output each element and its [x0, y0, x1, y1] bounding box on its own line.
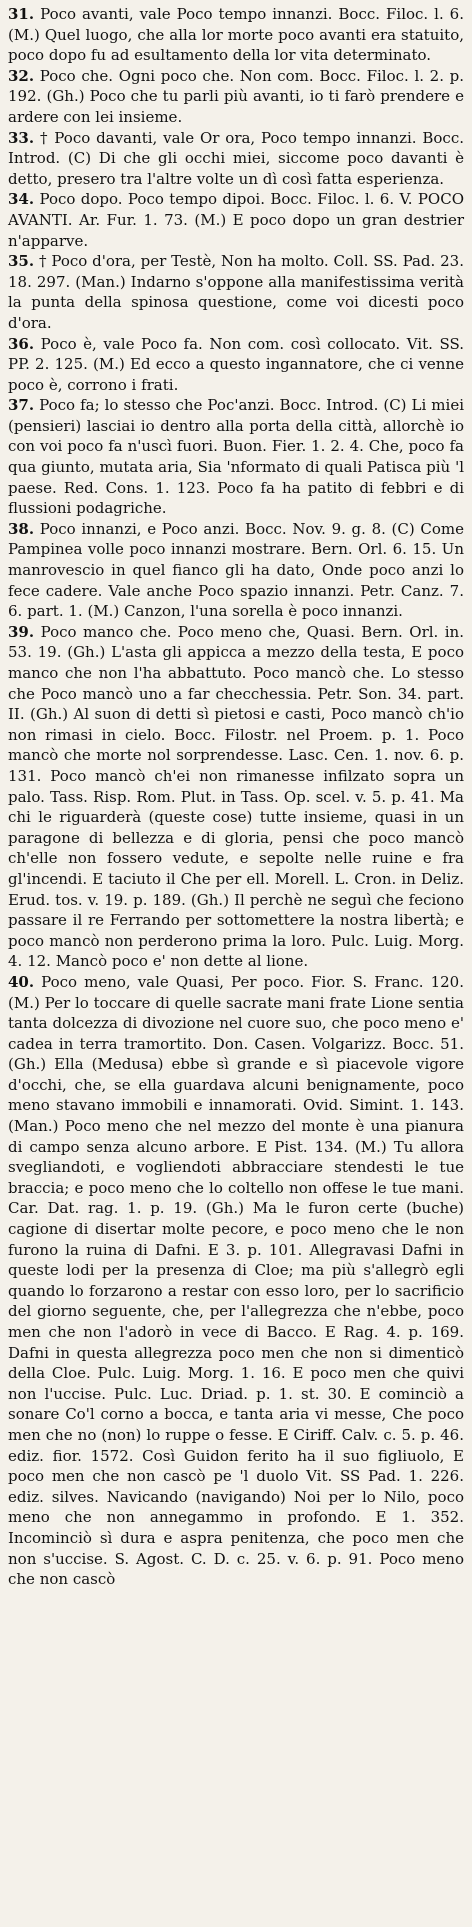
dictionary-entry-32: [8, 66, 464, 128]
entry-text: Poco fa; lo stesso che Poc'anzi. Bocc. Introd. (C) Li miei (pensieri) lasciai io dentro alla porta della città, allorchè io con voi poco fa n'uscì fuori. Buon. Fier. 1. 2. 4. Che, poco fa qua giunto, mutata aria, Sia 'nformato di quali Patisca più 'l paese. Red. Cons. 1. 123. Poco fa ha patito di febbri e di flussioni podagriche.: [8, 396, 464, 518]
entry-text: Poco dopo. Poco tempo dipoi. Bocc. Filoc. l. 6. V. POCO AVANTI. Ar. Fur. 1. 73. (M.) E poco dopo un gran destrier n'apparve.: [8, 190, 464, 250]
dictionary-entry-38: [8, 519, 464, 622]
entry-number: 34.: [8, 190, 35, 209]
entry-number: 36.: [8, 334, 35, 353]
entry-text: † Poco davanti, vale Or ora, Poco tempo innanzi. Bocc. Introd. (C) Di che gli occhi miei, siccome poco davanti è detto, presero tra l'altre volte un dì così fatta esperienza.: [8, 128, 464, 188]
entry-text: Poco avanti, vale Poco tempo innanzi. Bocc. Filoc. l. 6. (M.) Quel luogo, che alla lor morte poco avanti era statuito, poco dopo fu ad esultamento della lor vita determinato.: [8, 5, 464, 65]
dictionary-entry-35: [8, 251, 464, 333]
dictionary-entry-36: [8, 334, 464, 396]
dictionary-entry-37: [8, 395, 464, 519]
entry-number: 39.: [8, 622, 35, 641]
entry-number: 35.: [8, 252, 35, 271]
dictionary-entry-39: [8, 622, 464, 972]
entry-text: Poco innanzi, e Poco anzi. Bocc. Nov. 9. g. 8. (C) Come Pampinea volle poco innanzi mostrare. Bern. Orl. 6. 15. Un manrovescio in quel fianco gli ha dato, Onde poco anzi lo fece cadere. Vale anche Poco spazio innanzi. Petr. Canz. 7. 6. part. 1. (M.) Canzon, l'una sorella è poco innanzi.: [8, 519, 464, 621]
dictionary-entry-33: [8, 128, 464, 190]
entry-number: 31.: [8, 5, 35, 23]
dictionary-entry-31: [8, 4, 464, 66]
entry-number: 32.: [8, 66, 35, 85]
entry-text: Poco è, vale Poco fa. Non com. così collocato. Vit. SS. PP. 2. 125. (M.) Ed ecco a questo ingannatore, che ci venne poco è, corrono i frati.: [8, 334, 464, 394]
entry-text: Poco che. Ogni poco che. Non com. Bocc. Filoc. l. 2. p. 192. (Gh.) Poco che tu parli più avanti, io ti farò prendere e ardere con lei insieme.: [8, 66, 464, 126]
entry-number: 38.: [8, 519, 35, 538]
entry-text: † Poco d'ora, per Testè, Non ha molto. Coll. SS. Pad. 23. 18. 297. (Man.) Indarno s'oppone alla manifestissima verità la punta della spinosa questione, come voi dicesti poco d'ora.: [8, 252, 464, 332]
dictionary-entry-40: [8, 972, 464, 1590]
entry-number: 37.: [8, 396, 35, 415]
entry-text: Poco meno, vale Quasi, Per poco. Fior. S. Franc. 120. (M.) Per lo toccare di quelle sacrate mani frate Lione sentia tanta dolcezza di divozione nel cuore suo, che poco meno e' cadea in terra tramortito. Don. Casen. Volgarizz. Bocc. 51. (Gh.) Ella (Medusa) ebbe sì grande e sì piacevole vigore d'occhi, che, se ella guardava alcuni benignamente, poco meno stavano immobili e innamorati. Ovid. Simint. 1. 143. (Man.) Poco meno che nel mezzo del monte è una pianura di campo senza alcuno arbore. E Pist. 134. (M.) Tu allora svegliandoti, e vogliendoti abbracciare stendesti le tue braccia; e poco meno che lo coltello non offese le tue mani. Car. Dat. rag. 1. p. 19. (Gh.) Ma le furon certe (buche) cagione di disertar molte pecore, e poco meno che le non furono la ruina di Dafni. E 3. p. 101. Allegravasi Dafni in queste lodi per la presenza di Cloe; ma più s'allegrò egli quando lo forzarono a restar con esso loro, per lo sacrificio del giorno seguente, che, per l'allegrezza che n'ebbe, poco men che non l'adorò in vece di Bacco. E Rag. 4. p. 169. Dafni in questa allegrezza poco men che non si dimenticò della Cloe. Pulc. Luig. Morg. 1. 16. E poco men che quivi non l'uccise. Pulc. Luc. Driad. p. 1. st. 30. E cominciò a sonare Co'l corno a bocca, e tanta aria vi messe, Che poco men che no (non) lo ruppe o fesse. E Ciriff. Calv. c. 5. p. 46. ediz. fior. 1572. Così Guidon ferito ha il suo figliuolo, E poco men che non cascò pe 'l duolo Vit. SS Pad. 1. 226. ediz. silves. Navicando (navigando) Noi per lo Nilo, poco meno che non annegammo in profondo. E 1. 352. Incominciò sì dura e aspra penitenza, che poco men che non s'uccise. S. Agost. C. D. c. 25. v. 6. p. 91. Poco meno che non cascò: [8, 972, 464, 1589]
entry-number: 33.: [8, 128, 35, 147]
entry-number: 40.: [8, 972, 35, 991]
entry-text: Poco manco che. Poco meno che, Quasi. Bern. Orl. in. 53. 19. (Gh.) L'asta gli appicca a mezzo della testa, E poco manco che non l'ha abbattuto. Poco mancò che. Lo stesso che Poco mancò uno a far checchessia. Petr. Son. 34. part. II. (Gh.) Al suon di detti sì pietosi e casti, Poco mancò ch'io non rimasi in cielo. Bocc. Filostr. nel Proem. p. 1. Poco mancò che morte nol sorprendesse. Lasc. Cen. 1. nov. 6. p. 131. Poco mancò ch'ei non rimanesse infilzato sopra un palo. Tass. Risp. Rom. Plut. in Tass. Op. scel. v. 5. p. 41. Ma chi le riguarderà (queste cose) tutte insieme, quasi in un paragone di bellezza e di gloria, pensi che poco mancò ch'elle non fossero vedute, e sepolte nelle ruine e fra gl'incendi. E taciuto il Che per ell. Morell. L. Cron. in Deliz. Erud. tos. v. 19. p. 189. (Gh.) Il perchè ne seguì che feciono passare il re Ferrando per sottomettere la nostra libertà; e poco mancò non perderono prima la loro. Pulc. Luig. Morg. 4. 12. Mancò poco e' non dette al lione.: [8, 622, 464, 971]
dictionary-entry-34: [8, 189, 464, 251]
